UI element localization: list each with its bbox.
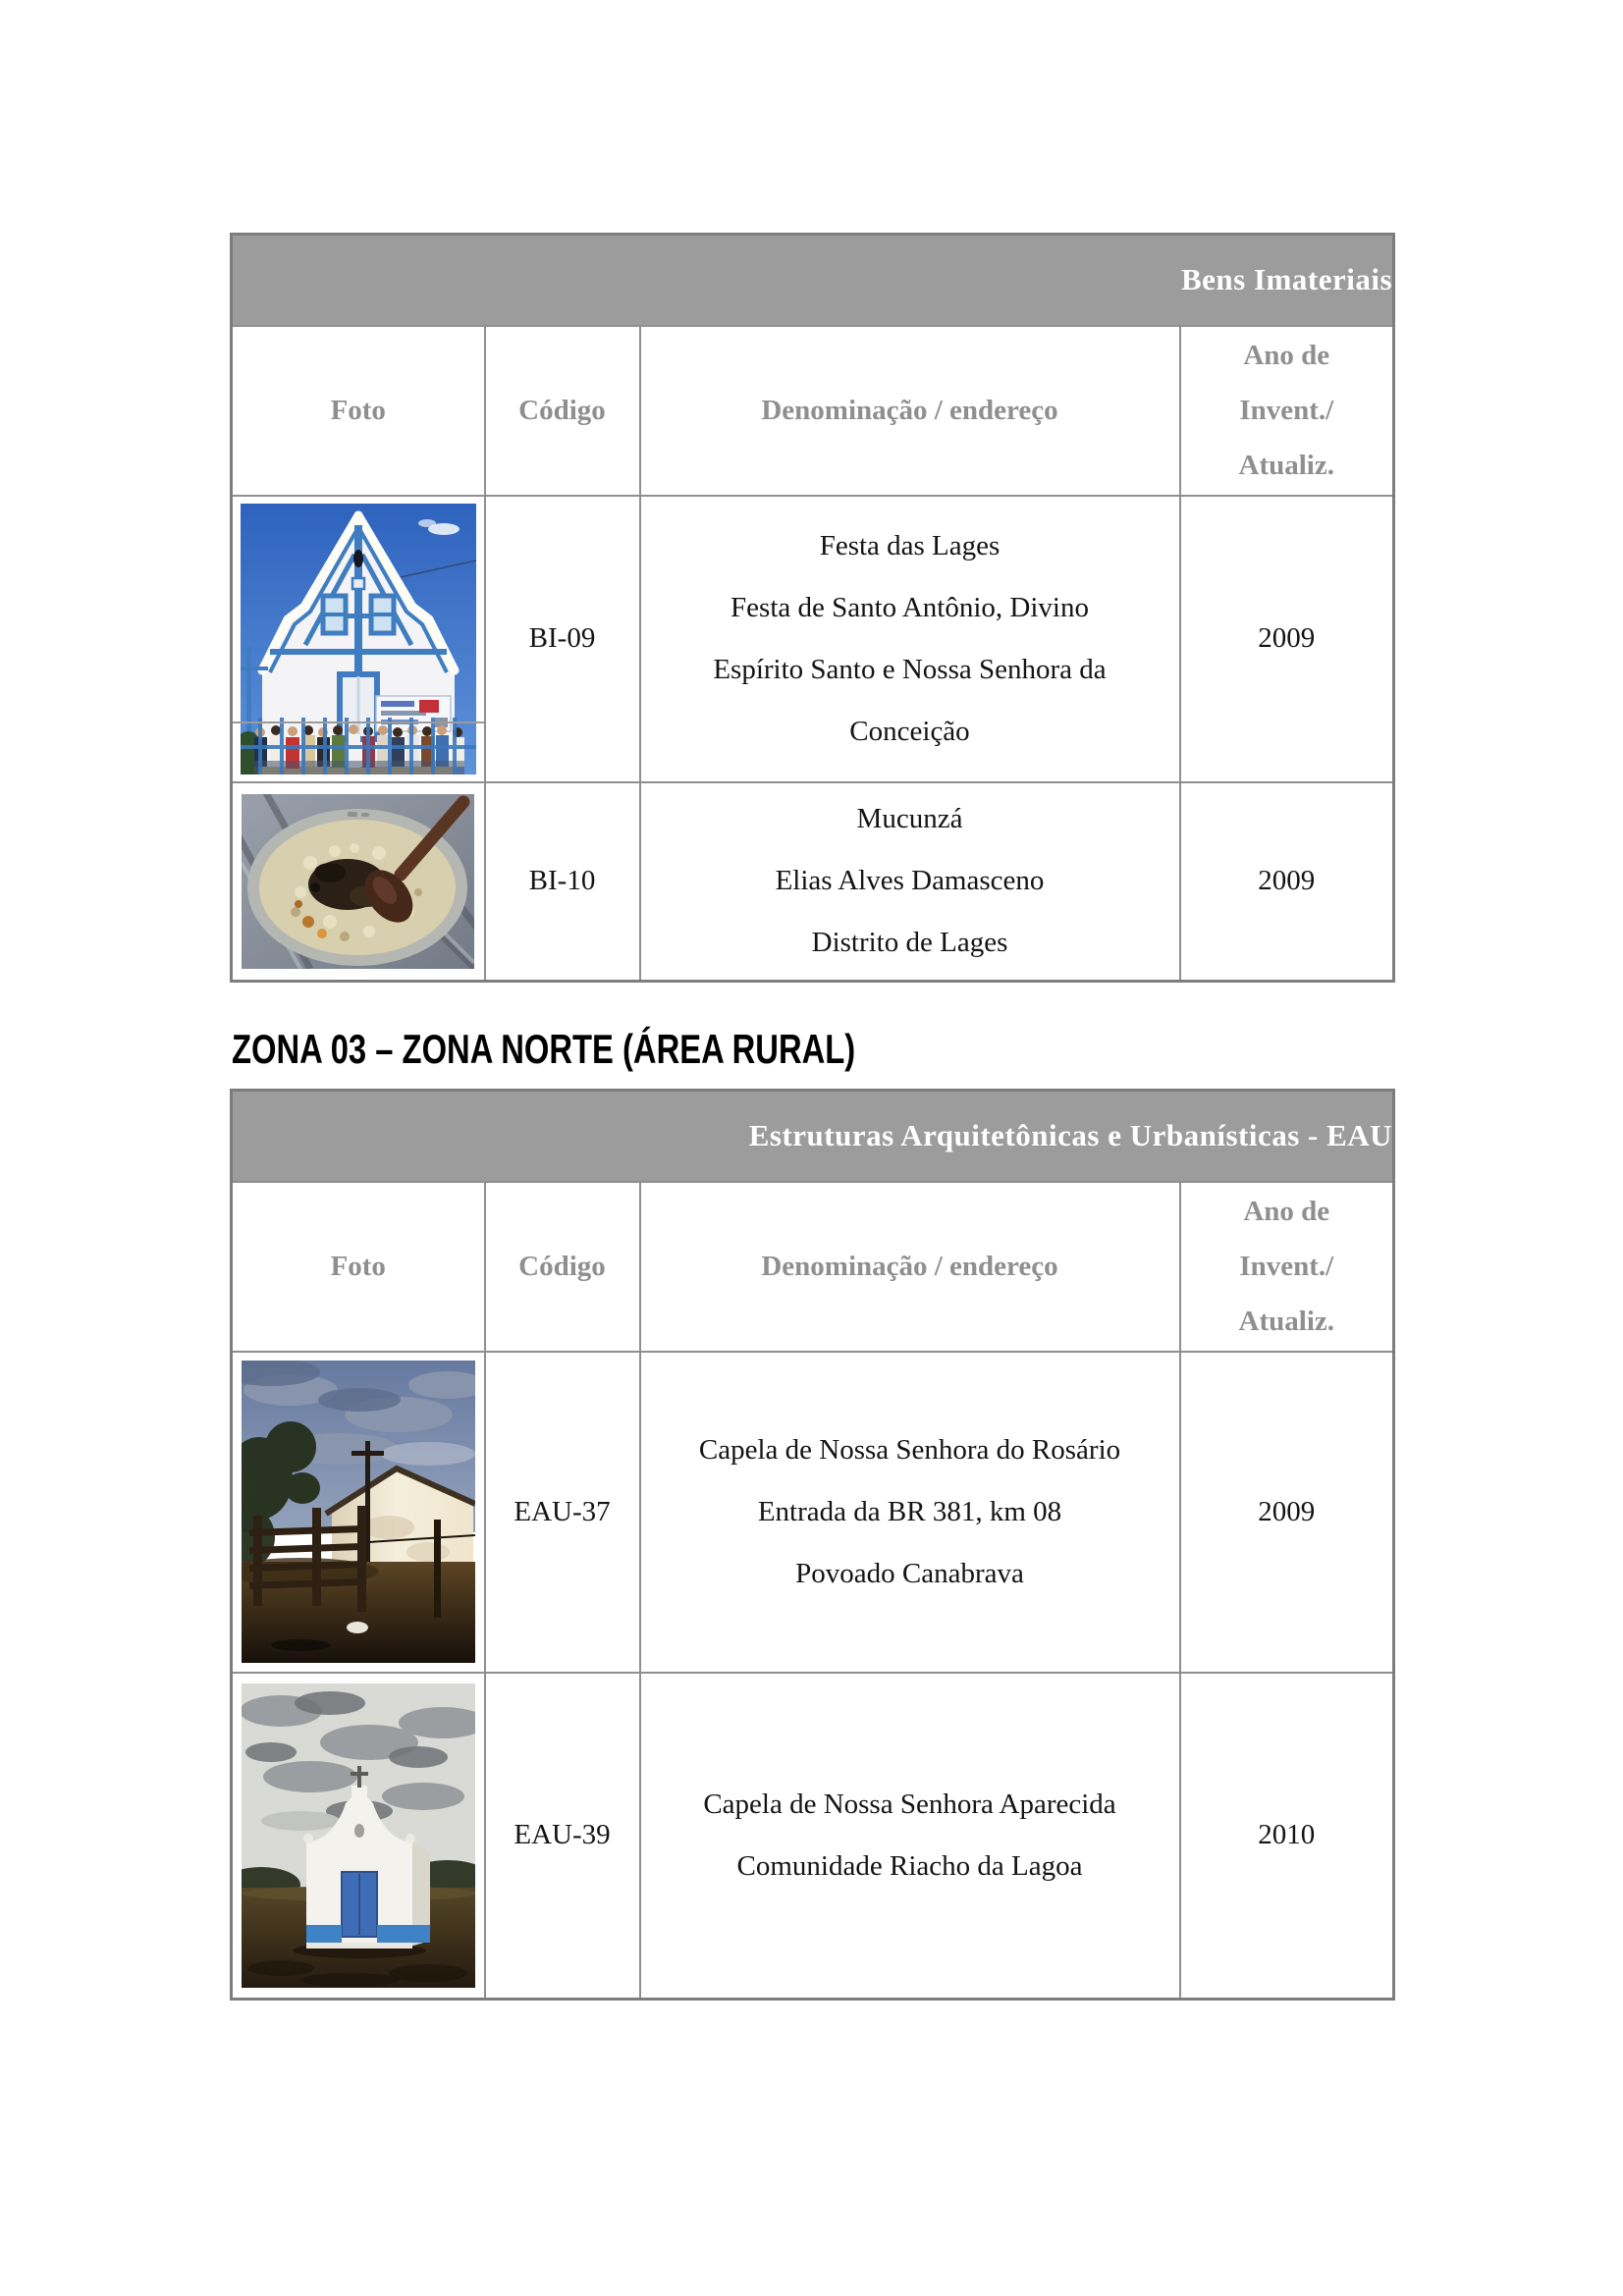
column-header-row [232, 1182, 1394, 1352]
codigo-cell: EAU-39 [485, 1673, 640, 2000]
header-line: Invent./ [1239, 1251, 1334, 1282]
header-line: Ano de [1243, 1196, 1330, 1227]
bens-imateriais-table [230, 233, 1395, 983]
foto-cell [232, 496, 485, 782]
column-header-denominacao: Denominação / endereço [640, 1182, 1180, 1352]
church-facade-crowd-photo [241, 504, 476, 774]
denominacao-cell [640, 1352, 1180, 1673]
ano-cell: 2010 [1180, 1673, 1394, 2000]
denominacao-line: Comunidade Riacho da Lagoa [736, 1849, 1083, 1882]
table-title: Estruturas Arquitetônicas e Urbanísticas - EAU [232, 1091, 1394, 1182]
denominacao-cell [640, 496, 1180, 782]
codigo-cell: EAU-37 [485, 1352, 640, 1673]
column-header-codigo: Código [485, 1182, 640, 1352]
denominacao-line: Povoado Canabrava [795, 1557, 1024, 1589]
column-header-foto: Foto [232, 326, 485, 496]
foto-cell [232, 782, 485, 982]
denominacao-line: Mucunzá [856, 803, 963, 835]
table-row [232, 1352, 1394, 1673]
table-title-row [232, 1091, 1394, 1182]
denominacao-line: Elias Alves Damasceno [775, 865, 1045, 897]
header-line: Atualiz. [1238, 450, 1334, 481]
codigo-cell: BI-10 [485, 782, 640, 982]
table-row [232, 1673, 1394, 2000]
column-header-foto: Foto [232, 1182, 485, 1352]
column-header-denominacao: Denominação / endereço [640, 326, 1180, 496]
denominacao-cell [640, 1673, 1180, 2000]
header-line: Ano de [1243, 340, 1330, 371]
mucunza-pot-photo [242, 794, 474, 969]
column-header-ano [1180, 1182, 1394, 1352]
header-line: Invent./ [1239, 395, 1334, 426]
ano-cell: 2009 [1180, 1352, 1394, 1673]
denominacao-line: Conceição [849, 715, 970, 747]
column-header-codigo: Código [485, 326, 640, 496]
denominacao-line: Capela de Nossa Senhora do Rosário [698, 1433, 1121, 1466]
denominacao-cell [640, 782, 1180, 982]
rural-chapel-gate-photo [242, 1361, 475, 1663]
ano-cell: 2009 [1180, 782, 1394, 982]
denominacao-line: Distrito de Lages [811, 927, 1008, 959]
header-line: Atualiz. [1238, 1306, 1334, 1337]
codigo-cell: BI-09 [485, 496, 640, 782]
ano-cell: 2009 [1180, 496, 1394, 782]
eau-table [230, 1089, 1395, 2001]
denominacao-line: Festa das Lages [819, 529, 1001, 561]
section-heading: ZONA 03 – ZONA NORTE (ÁREA RURAL) [232, 1026, 856, 1072]
white-chapel-field-photo [242, 1683, 475, 1988]
denominacao-line: Capela de Nossa Senhora Aparecida [703, 1788, 1116, 1820]
table-title-row [232, 235, 1394, 326]
denominacao-line: Festa de Santo Antônio, Divino [730, 591, 1089, 623]
column-header-row [232, 326, 1394, 496]
table-title: Bens Imateriais [232, 235, 1394, 326]
foto-cell [232, 1673, 485, 2000]
denominacao-line: Espírito Santo e Nossa Senhora da [713, 653, 1107, 685]
denominacao-line: Entrada da BR 381, km 08 [757, 1495, 1062, 1527]
foto-cell [232, 1352, 485, 1673]
table-row [232, 496, 1394, 782]
table-row [232, 782, 1394, 982]
column-header-ano [1180, 326, 1394, 496]
